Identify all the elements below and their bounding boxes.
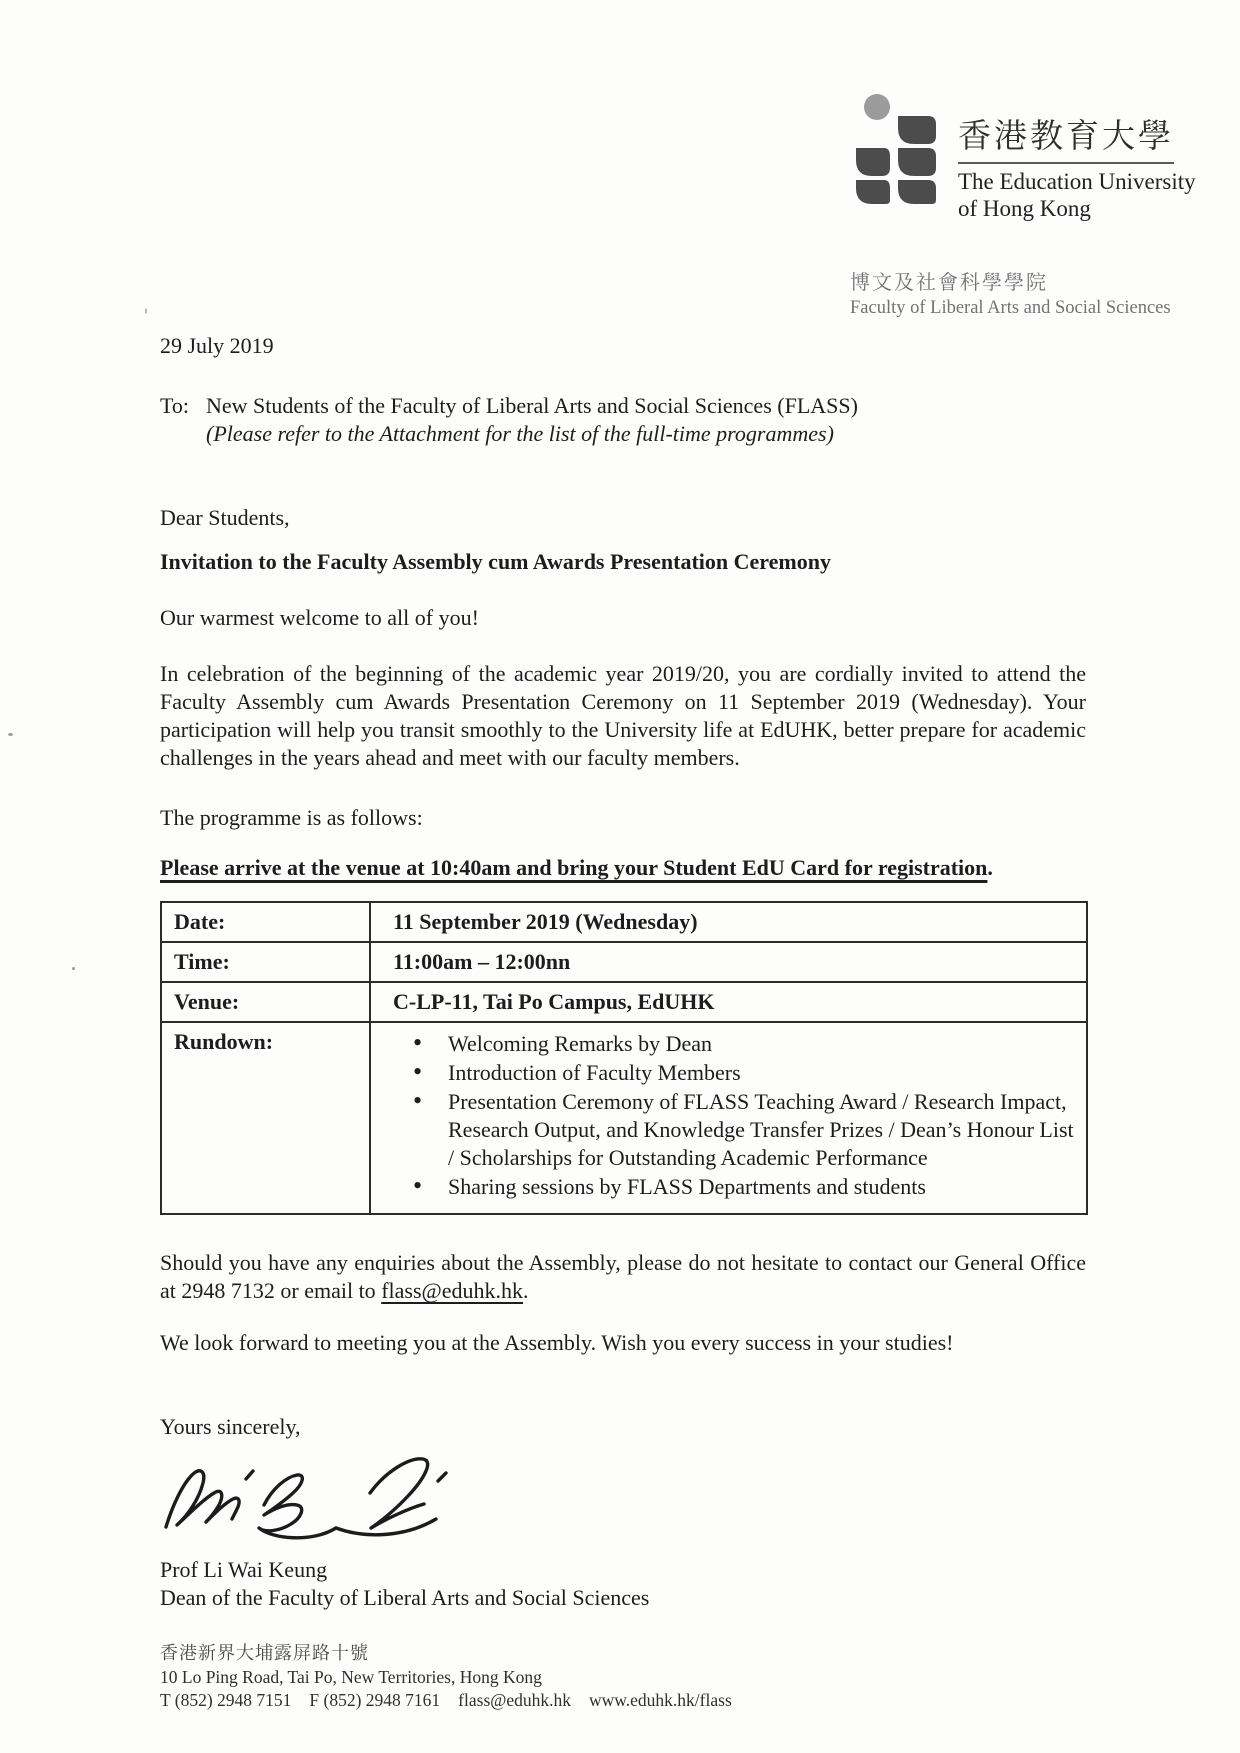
table-row-venue xyxy=(161,982,1087,1022)
rundown-label: Rundown: xyxy=(161,1022,370,1214)
rundown-list-cell xyxy=(370,1022,1087,1214)
faculty-name-block xyxy=(850,270,1171,320)
eduhk-logo-text xyxy=(958,92,1196,222)
letter-date: 29 July 2019 xyxy=(160,333,274,358)
footer-telephone: T (852) 2948 7151 xyxy=(160,1690,292,1710)
eduhk-logo xyxy=(848,92,1196,222)
arrival-notice-underlined: Please arrive at the venue at 10:40am and bring your Student EdU Card for registration xyxy=(160,855,988,880)
footer-website: www.eduhk.hk/flass xyxy=(589,1690,732,1710)
forward-paragraph: We look forward to meeting you at the Assembly. Wish you every success in your studies! xyxy=(160,1330,954,1355)
footer-email: flass@eduhk.hk xyxy=(458,1690,572,1710)
enquiries-paragraph xyxy=(160,1249,1086,1305)
time-label: Time: xyxy=(161,942,370,982)
subject-line: Invitation to the Faculty Assembly cum Awards Presentation Ceremony xyxy=(160,549,831,574)
eduhk-logo-mark-icon xyxy=(848,92,944,204)
attachment-note: (Please refer to the Attachment for the list of the full-time programmes) xyxy=(206,421,834,446)
university-name-english-line2: of Hong Kong xyxy=(958,196,1091,221)
table-row-time xyxy=(161,942,1087,982)
venue-label: Venue: xyxy=(161,982,370,1022)
time-value: 11:00am – 12:00nn xyxy=(370,942,1087,982)
enquiries-email: flass@eduhk.hk xyxy=(381,1278,524,1303)
arrival-notice-period: . xyxy=(987,855,993,880)
welcome-paragraph: Our warmest welcome to all of you! xyxy=(160,605,479,630)
faculty-name-chinese: 博文及社會科學學院 xyxy=(850,272,1048,294)
recipient-line: New Students of the Faculty of Liberal Arts and Social Sciences (FLASS) xyxy=(206,393,858,418)
date-value: 11 September 2019 (Wednesday) xyxy=(370,902,1087,942)
salutation: Dear Students, xyxy=(160,505,290,530)
footer-address-chinese: 香港新界大埔露屏路十號 xyxy=(160,1643,369,1663)
signer-name: Prof Li Wai Keung xyxy=(160,1557,328,1582)
venue-value: C-LP-11, Tai Po Campus, EdUHK xyxy=(370,982,1087,1022)
enquiries-text: Should you have any enquiries about the Assembly, please do not hesitate to contact our General Office at 2948 7132 or email to xyxy=(160,1250,1086,1303)
scan-artifact xyxy=(72,967,75,970)
rundown-item: • Presentation Ceremony of FLASS Teaching Award / Research Impact, Research Output, and Knowledge Transfer Prizes / Dean’s Honour List / Scholarships for Outstanding Academic Performance xyxy=(371,1088,1076,1172)
recipient-lines xyxy=(206,392,1086,448)
closing-phrase: Yours sincerely, xyxy=(160,1414,301,1439)
enquiries-period: . xyxy=(523,1278,529,1303)
signature-handwriting xyxy=(160,1443,520,1547)
programme-table xyxy=(160,901,1088,1215)
letter-body xyxy=(160,332,1086,1612)
signer-title: Dean of the Faculty of Liberal Arts and Social Sciences xyxy=(160,1585,650,1610)
arrival-notice xyxy=(160,854,1086,882)
footer-fax: F (852) 2948 7161 xyxy=(309,1690,441,1710)
footer-address-block xyxy=(160,1640,750,1712)
university-name-english-line1: The Education University xyxy=(958,169,1196,194)
faculty-name-english: Faculty of Liberal Arts and Social Sciences xyxy=(850,298,1171,318)
recipient-block xyxy=(160,392,1086,448)
scan-artifact xyxy=(145,308,147,314)
footer-address-english: 10 Lo Ping Road, Tai Po, New Territories, Hong Kong xyxy=(160,1667,542,1687)
rundown-list xyxy=(371,1030,1076,1201)
programme-intro: The programme is as follows: xyxy=(160,805,423,830)
table-row-rundown xyxy=(161,1022,1087,1214)
rundown-item: • Welcoming Remarks by Dean xyxy=(371,1030,1076,1058)
university-name-chinese: 香港教育大學 xyxy=(958,119,1174,155)
scan-artifact xyxy=(8,733,13,736)
invitation-paragraph: In celebration of the beginning of the academic year 2019/20, you are cordially invited to attend the Faculty Assembly cum Awards Presentation Ceremony on 11 September 2019 (Wednesday). Your participation will help you transit smoothly to the University life at EdUHK, better prepare for academic challenges in the years ahead and meet with our faculty members. xyxy=(160,661,1086,770)
date-label: Date: xyxy=(161,902,370,942)
logo-divider xyxy=(958,162,1174,164)
footer-contact-line xyxy=(160,1689,750,1712)
rundown-item: • Sharing sessions by FLASS Departments and students xyxy=(371,1173,1076,1201)
table-row-date xyxy=(161,902,1087,942)
rundown-item: • Introduction of Faculty Members xyxy=(371,1059,1076,1087)
to-label: To: xyxy=(160,393,190,418)
